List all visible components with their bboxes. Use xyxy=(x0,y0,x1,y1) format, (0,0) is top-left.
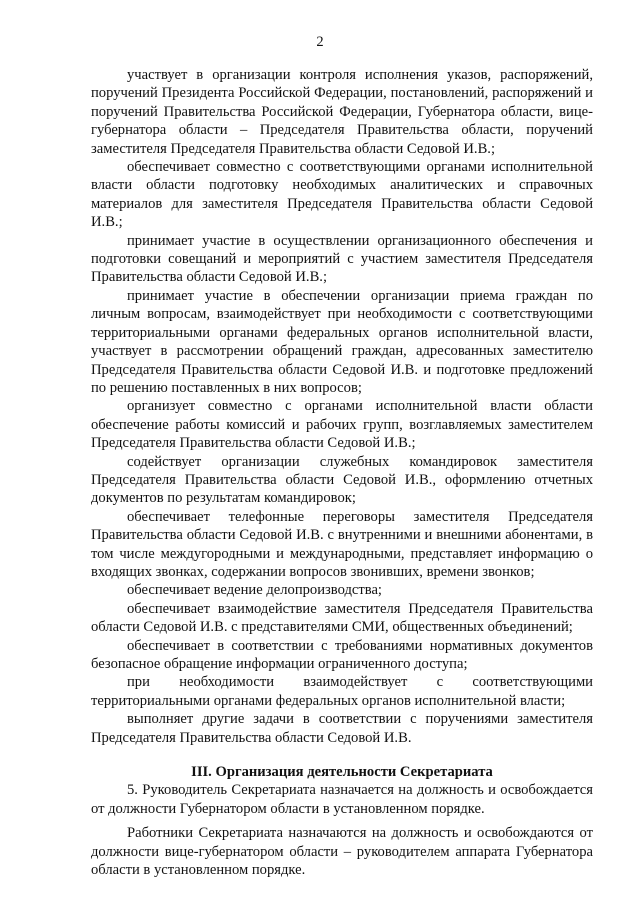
page-number: 2 xyxy=(316,34,324,50)
paragraph: принимает участие в осуществлении организационного обеспечения и подготовки совещаний и мероприятий с участием заместителя Председателя Правительства области Седовой И.В.; xyxy=(91,232,593,286)
paragraph: Работники Секретариата назначаются на должность и освобождаются от должности вице-губернатором области – руководителем аппарата Губернатора области в установленном порядке. xyxy=(91,825,593,879)
paragraph: при необходимости взаимодействует с соответствующими территориальными органами федеральных органов исполнительной власти; xyxy=(91,674,593,709)
paragraph: обеспечивает совместно с соответствующими органами исполнительной власти области подготовку необходимых аналитических и справочных материалов для заместителя Председателя Правительства области Седовой И.В.; xyxy=(91,159,593,231)
paragraph: обеспечивает ведение делопроизводства; xyxy=(127,582,382,599)
paragraph: обеспечивает взаимодействие заместителя Председателя Правительства области Седовой И.В. с представителями СМИ, общественных объединений; xyxy=(91,600,593,636)
paragraph: организует совместно с органами исполнительной власти области обеспечение работы комиссий и рабочих групп, возглавляемых заместителем Председателя Правительства области Седовой И.В.; xyxy=(91,398,593,452)
paragraph: выполняет другие задачи в соответствии с поручениями заместителя Председателя Правительства области Седовой И.В. xyxy=(91,711,593,746)
section-heading: III. Организация деятельности Секретариата xyxy=(191,764,493,781)
paragraph: 5. Руководитель Секретариата назначается на должность и освобождается от должности Губернатором области в установленном порядке. xyxy=(91,782,593,817)
document-body xyxy=(91,66,593,879)
paragraph: принимает участие в обеспечении организации приема граждан по личным вопросам, взаимодействует при необходимости с соответствующими территориальными органами федеральных органов исполнительной власти, участвует в рассмотрении обращений граждан, адресованных заместителю Председателя Правительства области Седовой И.В. и подготовке предложений по решению поставленных в них вопросов; xyxy=(91,287,593,396)
paragraph: участвует в организации контроля исполнения указов, распоряжений, поручений Президента Российской Федерации, постановлений, распоряжений и поручений Правительства Российской Федерации, Губернатора области, вице-губернатора области – Председателя Правительства области, поручений заместителя Председателя Правительства области Седовой И.В.; xyxy=(91,67,593,157)
paragraph: обеспечивает телефонные переговоры заместителя Председателя Правительства области Седовой И.В. с внутренними и внешними абонентами, в том числе междугородными и международными, представляет информацию о входящих звонках, содержании вопросов звонивших, времени звонков; xyxy=(91,508,593,580)
paragraph: содействует организации служебных командировок заместителя Председателя Правительства области Седовой И.В., оформлению отчетных документов по результатам командировок; xyxy=(91,453,593,507)
paragraph: обеспечивает в соответствии с требованиями нормативных документов безопасное обращение информации ограниченного доступа; xyxy=(91,637,593,672)
